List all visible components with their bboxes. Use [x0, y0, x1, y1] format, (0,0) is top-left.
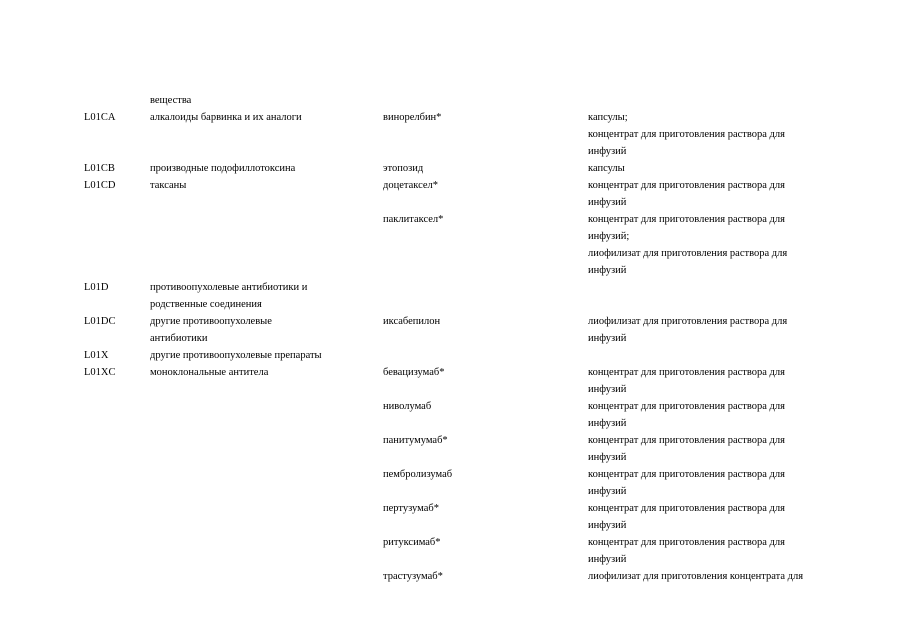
drug-name: ритуксимаб* [383, 537, 441, 548]
group-name: производные подофиллотоксина [150, 163, 296, 174]
atc-code: L01CA [84, 112, 116, 123]
atc-code: L01DC [84, 316, 116, 327]
group-name: таксаны [150, 180, 187, 191]
group-name: другие противоопухолевые антибиотики [150, 316, 272, 344]
drug-name: панитумумаб* [383, 435, 448, 446]
dosage-form: концентрат для приготовления раствора для инфузий [588, 537, 785, 565]
drug-name: ниволумаб [383, 401, 432, 412]
dosage-form: лиофилизат для приготовления концентрата для [588, 571, 804, 582]
group-name: вещества [150, 95, 192, 106]
dosage-form: концентрат для приготовления раствора для инфузий [588, 435, 785, 463]
dosage-form: концентрат для приготовления раствора для инфузий [588, 367, 785, 395]
drug-name: винорелбин* [383, 112, 442, 123]
drug-name: бевацизумаб* [383, 367, 445, 378]
dosage-form: концентрат для приготовления раствора для инфузий [588, 469, 785, 497]
dosage-form: капсулы [588, 163, 625, 174]
dosage-form: концентрат для приготовления раствора для инфузий [588, 503, 785, 531]
dosage-form: концентрат для приготовления раствора для инфузий; лиофилизат для приготовления раствора для инфузий [588, 214, 788, 276]
dosage-form: лиофилизат для приготовления раствора для инфузий [588, 316, 788, 344]
drug-name: паклитаксел* [383, 214, 444, 225]
drug-name: пембролизумаб [383, 469, 453, 480]
atc-code: L01CD [84, 180, 116, 191]
group-name: другие противоопухолевые препараты [150, 350, 322, 361]
atc-code: L01XC [84, 367, 116, 378]
drug-name: этопозид [383, 163, 424, 174]
dosage-form: концентрат для приготовления раствора для инфузий [588, 401, 785, 429]
atc-code: L01CB [84, 163, 115, 174]
drug-name: доцетаксел* [383, 180, 439, 191]
group-name: моноклональные антитела [150, 367, 269, 378]
drug-name: пертузумаб* [383, 503, 439, 514]
drug-name: иксабепилон [383, 316, 441, 327]
atc-code: L01X [84, 350, 109, 361]
group-name: алкалоиды барвинка и их аналоги [150, 112, 302, 123]
group-name: противоопухолевые антибиотики и родственные соединения [150, 282, 308, 310]
drug-name: трастузумаб* [383, 571, 443, 582]
atc-code: L01D [84, 282, 109, 293]
dosage-form: капсулы; концентрат для приготовления раствора для инфузий [588, 112, 785, 157]
dosage-form: концентрат для приготовления раствора для инфузий [588, 180, 785, 208]
